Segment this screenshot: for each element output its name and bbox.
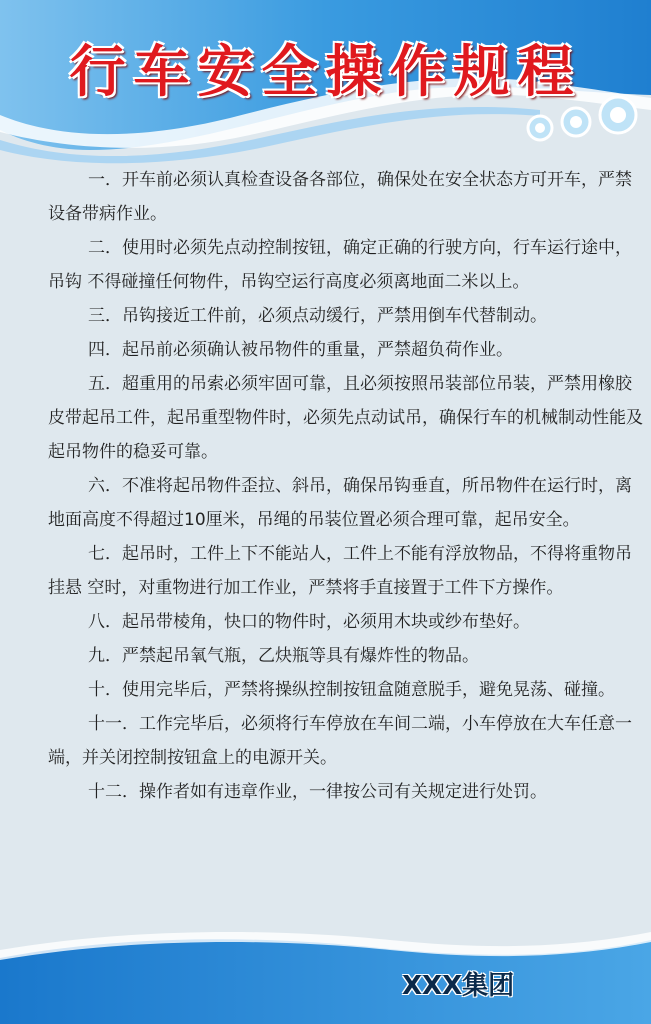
rules-list	[48, 163, 643, 809]
rule-item: 九．严禁起吊氧气瓶，乙炔瓶等具有爆炸性的物品。	[88, 646, 479, 666]
rule-item: 十一．工作完毕后，必须将行车停放在车间二端，小车停放在大车任意一端，并关闭控制按钮盒上的电源开关。	[48, 714, 632, 768]
rule-item: 二．使用时必须先点动控制按钮，确定正确的行驶方向，行车运行途中，吊钩 不得碰撞任何物件，吊钩空运行高度必须离地面二米以上。	[48, 238, 632, 292]
company-brand: XXX集团	[402, 971, 515, 1001]
rule-item: 一．开车前必须认真检查设备各部位，确保处在安全状态方可开车，严禁设备带病作业。	[48, 170, 632, 224]
rule-item: 七．起吊时，工件上下不能站人，工件上不能有浮放物品，不得将重物吊挂悬 空时，对重物进行加工作业，严禁将手直接置于工件下方操作。	[48, 544, 632, 598]
page-title: 行车安全操作规程	[69, 40, 582, 105]
rule-item: 十．使用完毕后，严禁将操纵控制按钮盒随意脱手，避免晃荡、碰撞。	[88, 680, 615, 700]
rule-item: 八．起吊带棱角，快口的物件时，必须用木块或纱布垫好。	[88, 612, 530, 632]
rule-item: 五．超重用的吊索必须牢固可靠，且必须按照吊装部位吊装，严禁用橡胶皮带起吊工件，起吊重型物件时，必须先点动试吊，确保行车的机械制动性能及起吊物件的稳妥可靠。	[48, 374, 643, 462]
rule-item: 四．起吊前必须确认被吊物件的重量，严禁超负荷作业。	[88, 340, 513, 360]
rule-item: 十二．操作者如有违章作业，一律按公司有关规定进行处罚。	[88, 782, 547, 802]
rule-item: 三．吊钩接近工件前，必须点动缓行，严禁用倒车代替制动。	[88, 306, 547, 326]
rule-item: 六．不准将起吊物件歪拉、斜吊，确保吊钩垂直，所吊物件在运行时，离地面高度不得超过10厘米，吊绳的吊装位置必须合理可靠，起吊安全。	[48, 476, 632, 530]
